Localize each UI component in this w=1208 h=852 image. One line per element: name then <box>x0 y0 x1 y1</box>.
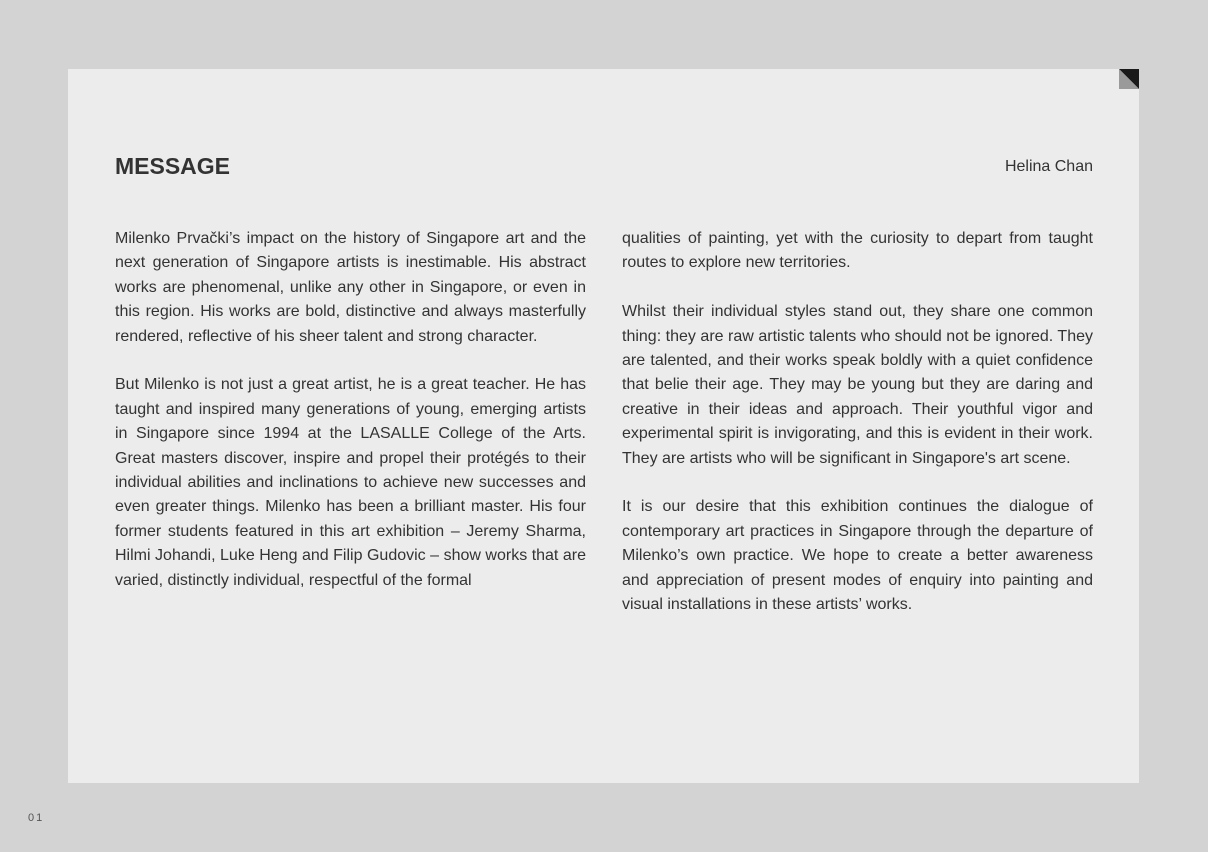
corner-fold-icon <box>1119 69 1139 89</box>
author-name: Helina Chan <box>1004 158 1093 175</box>
document-page <box>68 69 1139 783</box>
text-column-left <box>115 227 586 593</box>
paragraph: qualities of painting, yet with the curiosity to depart from taught routes to explore new territories. <box>622 230 1093 272</box>
paragraph: It is our desire that this exhibition continues the dialogue of contemporary art practices in Singapore through the departure of Milenko’s own practice. We hope to create a better awareness and appreciation of present modes of enquiry into painting and visual installations in these artists’ works. <box>622 498 1093 614</box>
page-title: MESSAGE <box>115 153 231 179</box>
page-number: 01 <box>28 812 45 824</box>
text-column-right <box>622 227 1093 617</box>
paragraph: Milenko Prvački’s impact on the history of Singapore art and the next generation of Singapore artists is inestimable. His abstract works are phenomenal, unlike any other in Singapore, or even in this region. His works are bold, distinctive and always masterfully rendered, reflective of his sheer talent and strong character. <box>115 230 586 345</box>
paragraph: But Milenko is not just a great artist, he is a great teacher. He has taught and inspired many generations of young, emerging artists in Singapore since 1994 at the LASALLE College of the Arts. Great masters discover, inspire and propel their protégés to their individual abilities and inclinations to achieve new successes and even greater things. Milenko has been a brilliant master. His four former students featured in this art exhibition – Jeremy Sharma, Hilmi Johandi, Luke Heng and Filip Gudovic – show works that are varied, distinctly individual, respectful of the formal <box>115 376 586 589</box>
paragraph: Whilst their individual styles stand out, they share one common thing: they are raw artistic talents who should not be ignored. They are talented, and their works speak boldly with a quiet confidence that belie their age. They may be young but they are daring and creative in their ideas and approach. Their youthful vigor and experimental spirit is invigorating, and this is evident in their work. They are artists who will be significant in Singapore's art scene. <box>622 303 1093 467</box>
